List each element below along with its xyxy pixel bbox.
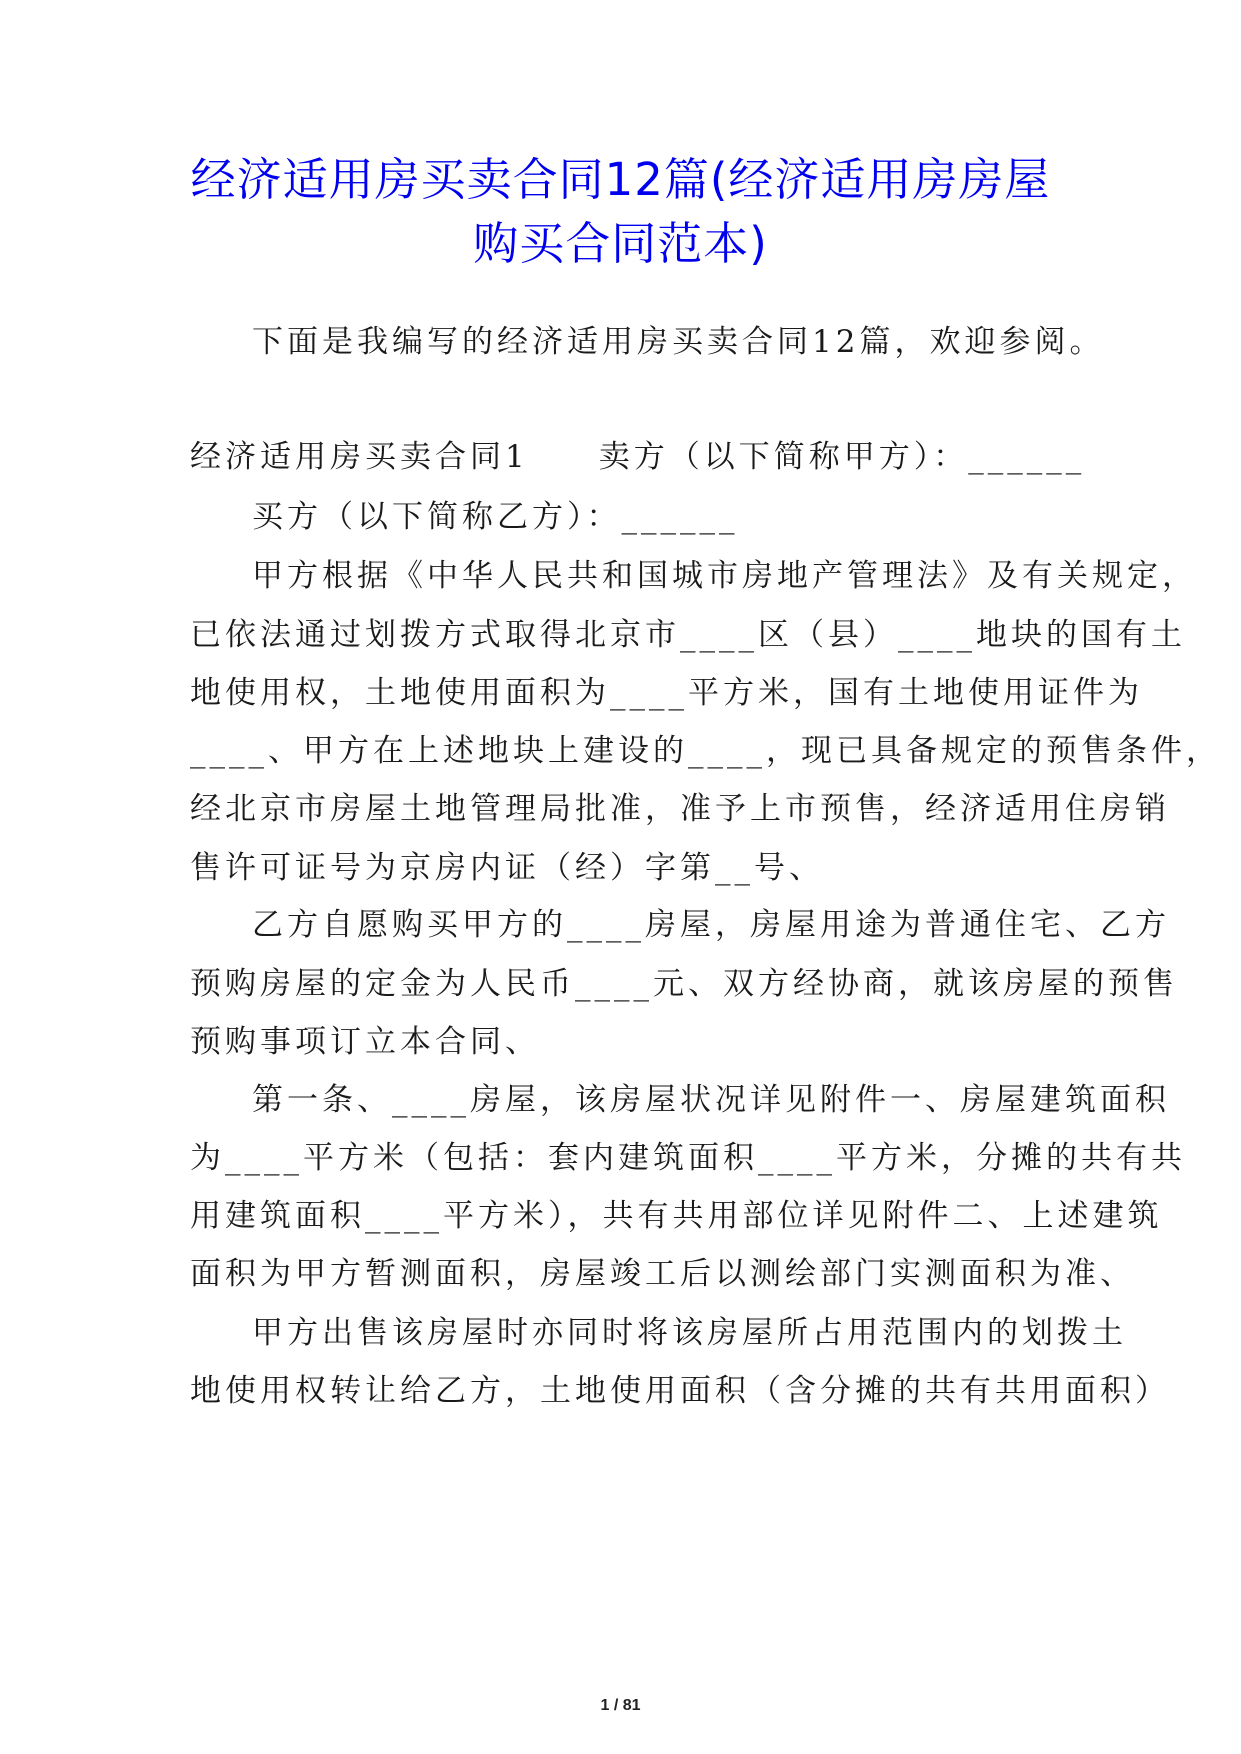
paragraph-line: 甲方根据《中华人民共和国城市房地产管理法》及有关规定， [252,558,1197,594]
paragraph-line: 乙方自愿购买甲方的____房屋，房屋用途为普通住宅、乙方 [252,907,1170,943]
paragraph-line: 面积为甲方暂测面积，房屋竣工后以测绘部门实测面积为准、 [190,1256,1135,1292]
paragraph-line: 用建筑面积____平方米），共有共用部位详见附件二、上述建筑 [190,1198,1163,1234]
paragraph-line: 预购事项订立本合同、 [190,1024,540,1060]
title-line-2: 购买合同范本) [473,217,768,270]
paragraph-line: 预购房屋的定金为人民币____元、双方经协商，就该房屋的预售 [190,966,1178,1002]
paragraph-line: 甲方出售该房屋时亦同时将该房屋所占用范围内的划拨土 [252,1315,1127,1351]
paragraph-line: 第一条、____房屋，该房屋状况详见附件一、房屋建筑面积 [252,1082,1170,1118]
page-number: 1 / 81 [600,1697,641,1714]
intro-paragraph: 下面是我编写的经济适用房买卖合同12篇，欢迎参阅。 [252,324,1105,360]
document-title [150,148,1091,276]
paragraph-line: 地使用权转让给乙方，土地使用面积（含分摊的共有共用面积） [190,1373,1170,1409]
paragraph-line: 售许可证号为京房内证（经）字第__号、 [190,850,824,886]
paragraph-line: 为____平方米（包括：套内建筑面积____平方米，分摊的共有共 [190,1140,1186,1176]
buyer-line: 买方（以下简称乙方）：______ [252,499,739,535]
paragraph-line: 经北京市房屋土地管理局批准，准予上市预售，经济适用住房销 [190,791,1170,827]
paragraph-line: 地使用权，土地使用面积为____平方米，国有土地使用证件为 [190,675,1143,711]
paragraph-line: ____、甲方在上述地块上建设的____，现已具备规定的预售条件， [190,733,1221,769]
title-line-1: 经济适用房买卖合同12篇(经济适用房房屋 [190,153,1051,206]
contract-heading-line: 经济适用房买卖合同1 卖方（以下简称甲方）：______ [190,439,1086,475]
paragraph-line: 已依法通过划拨方式取得北京市____区（县）____地块的国有土 [190,617,1186,653]
